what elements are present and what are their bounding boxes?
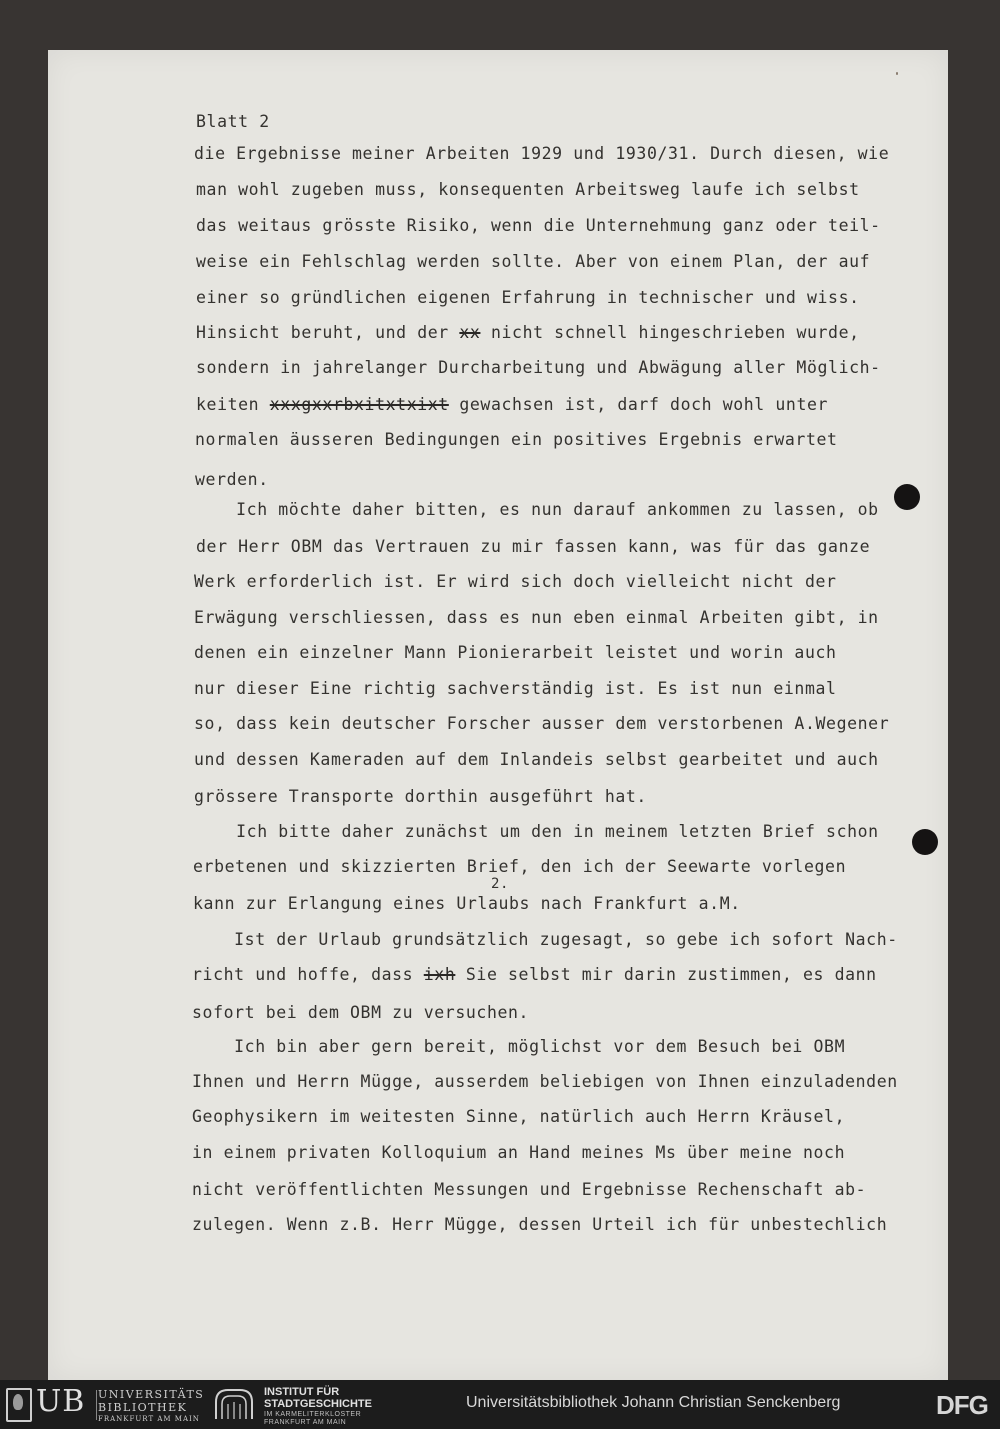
line-segment: in einem privaten Kolloquium an Hand meines Ms über meine noch — [192, 1143, 846, 1162]
institute-arch-icon — [214, 1388, 254, 1420]
text-line — [192, 1003, 529, 1022]
text-line — [194, 679, 837, 698]
text-line — [196, 395, 828, 414]
text-line — [194, 714, 889, 733]
struck-out-text: ixh — [423, 965, 456, 984]
line-segment: richt und hoffe, dass — [192, 965, 424, 984]
line-segment: normalen äusseren Bedingungen ein positives Ergebnis erwartet — [195, 430, 838, 449]
text-line — [192, 1037, 845, 1056]
line-segment: gewachsen ist, darf doch wohl unter — [448, 395, 829, 414]
text-line — [196, 180, 860, 199]
line-segment: Erwägung verschliessen, dass es nun eben einmal Arbeiten gibt, in — [194, 608, 879, 627]
text-line — [194, 572, 837, 591]
institute-line3: IM KARMELITERKLOSTER — [264, 1411, 362, 1418]
text-line — [194, 144, 889, 163]
text-line — [192, 1143, 845, 1162]
text-line — [196, 358, 881, 377]
line-segment: weise ein Fehlschlag werden sollte. Aber von einem Plan, der auf — [196, 252, 871, 271]
line-segment: nicht veröffentlichten Messungen und Ergebnisse Rechenschaft ab- — [192, 1180, 867, 1199]
text-line — [194, 500, 879, 519]
text-line — [192, 930, 898, 949]
ub-logo-line3: FRANKFURT AM MAIN — [98, 1415, 200, 1423]
line-segment: der Herr OBM das Vertrauen zu mir fassen kann, was für das ganze — [196, 537, 871, 556]
text-line — [194, 608, 879, 627]
line-segment: Ihnen und Herrn Mügge, ausserdem beliebigen von Ihnen einzuladenden — [192, 1072, 898, 1091]
line-segment: nur dieser Eine richtig sachverständig ist. Es ist nun einmal — [194, 679, 837, 698]
text-line — [196, 323, 860, 342]
text-line — [192, 965, 877, 984]
footer-bar — [0, 1380, 1000, 1429]
punch-hole-top — [894, 484, 920, 510]
institute-line2: STADTGESCHICHTE — [264, 1398, 372, 1410]
text-line — [196, 252, 870, 271]
line-segment: zulegen. Wenn z.B. Herr Mügge, dessen Urteil ich für unbestechlich — [192, 1215, 888, 1234]
text-line — [192, 1215, 887, 1234]
line-segment: so, dass kein deutscher Forscher ausser dem verstorbenen A.Wegener — [194, 714, 890, 733]
line-segment: werden. — [195, 470, 269, 489]
line-segment: keiten — [196, 395, 270, 414]
paper-speck — [896, 72, 898, 75]
institute-line1: INSTITUT FÜR — [264, 1386, 340, 1398]
library-title: Universitätsbibliothek Johann Christian Senckenberg — [466, 1394, 841, 1411]
struck-out-text: xxxgxxrbxitxtxixt — [269, 395, 449, 414]
line-segment: erbetenen und skizzierten Brief, den ich der Seewarte vorlegen — [193, 857, 847, 876]
line-segment: sofort bei dem OBM zu versuchen. — [192, 1003, 530, 1022]
line-segment: Blatt 2 — [196, 112, 270, 131]
line-segment: grössere Transporte dorthin ausgeführt hat. — [194, 787, 647, 806]
document-page — [48, 50, 948, 1380]
dfg-logo: DFG — [936, 1390, 988, 1420]
text-line — [194, 643, 837, 662]
text-line — [196, 288, 860, 307]
line-segment: einer so gründlichen eigenen Erfahrung in technischer und wiss. — [196, 288, 860, 307]
text-line — [194, 787, 647, 806]
line-segment: nicht schnell hingeschrieben wurde, — [480, 323, 860, 342]
line-segment: Sie selbst mir darin zustimmen, es dann — [455, 965, 877, 984]
text-line — [192, 1180, 866, 1199]
text-line — [192, 1107, 845, 1126]
line-segment: das weitaus grösste Risiko, wenn die Unternehmung ganz oder teil- — [196, 216, 881, 235]
text-line — [196, 216, 881, 235]
text-line — [196, 112, 270, 131]
line-segment: Ist der Urlaub grundsätzlich zugesagt, so gebe ich sofort Nach- — [192, 930, 898, 949]
ub-portrait-icon — [6, 1388, 32, 1422]
text-line — [195, 470, 269, 489]
line-segment: denen ein einzelner Mann Pionierarbeit leistet und worin auch — [194, 643, 837, 662]
ub-logo-divider — [96, 1390, 97, 1420]
text-line — [192, 1072, 898, 1091]
line-segment: die Ergebnisse meiner Arbeiten 1929 und 1930/31. Durch diesen, wie — [194, 144, 890, 163]
punch-hole-bottom — [912, 829, 938, 855]
text-line — [196, 537, 870, 556]
struck-out-text: xx — [459, 323, 481, 342]
ub-logo-letters: UB — [36, 1384, 86, 1419]
line-segment: Hinsicht beruht, und der — [196, 323, 460, 342]
text-line — [193, 857, 846, 876]
line-segment: sondern in jahrelanger Durcharbeitung und Abwägung aller Möglich- — [196, 358, 881, 377]
line-segment: man wohl zugeben muss, konsequenten Arbeitsweg laufe ich selbst — [196, 180, 860, 199]
line-segment: kann zur Erlangung eines Urlaubs nach Frankfurt a.M. — [193, 894, 741, 913]
line-segment: Ich möchte daher bitten, es nun darauf ankommen zu lassen, ob — [194, 500, 879, 519]
line-segment: Ich bitte daher zunächst um den in meinem letzten Brief schon — [194, 822, 879, 841]
line-segment: und dessen Kameraden auf dem Inlandeis selbst gearbeitet und auch — [194, 750, 879, 769]
text-line — [193, 876, 509, 892]
institute-line4: FRANKFURT AM MAIN — [264, 1419, 347, 1426]
line-segment: Ich bin aber gern bereit, möglichst vor dem Besuch bei OBM — [192, 1037, 846, 1056]
line-segment: Werk erforderlich ist. Er wird sich doch vielleicht nicht der — [194, 572, 837, 591]
text-line — [193, 894, 741, 913]
text-line — [194, 750, 879, 769]
line-segment: Geophysikern im weitesten Sinne, natürlich auch Herrn Kräusel, — [192, 1107, 846, 1126]
text-line — [194, 822, 879, 841]
text-line — [195, 430, 838, 449]
ub-logo-line1: UNIVERSITÄTS — [98, 1388, 205, 1401]
ub-logo-line2: BIBLIOTHEK — [98, 1401, 188, 1414]
line-segment: 2. — [193, 876, 510, 892]
